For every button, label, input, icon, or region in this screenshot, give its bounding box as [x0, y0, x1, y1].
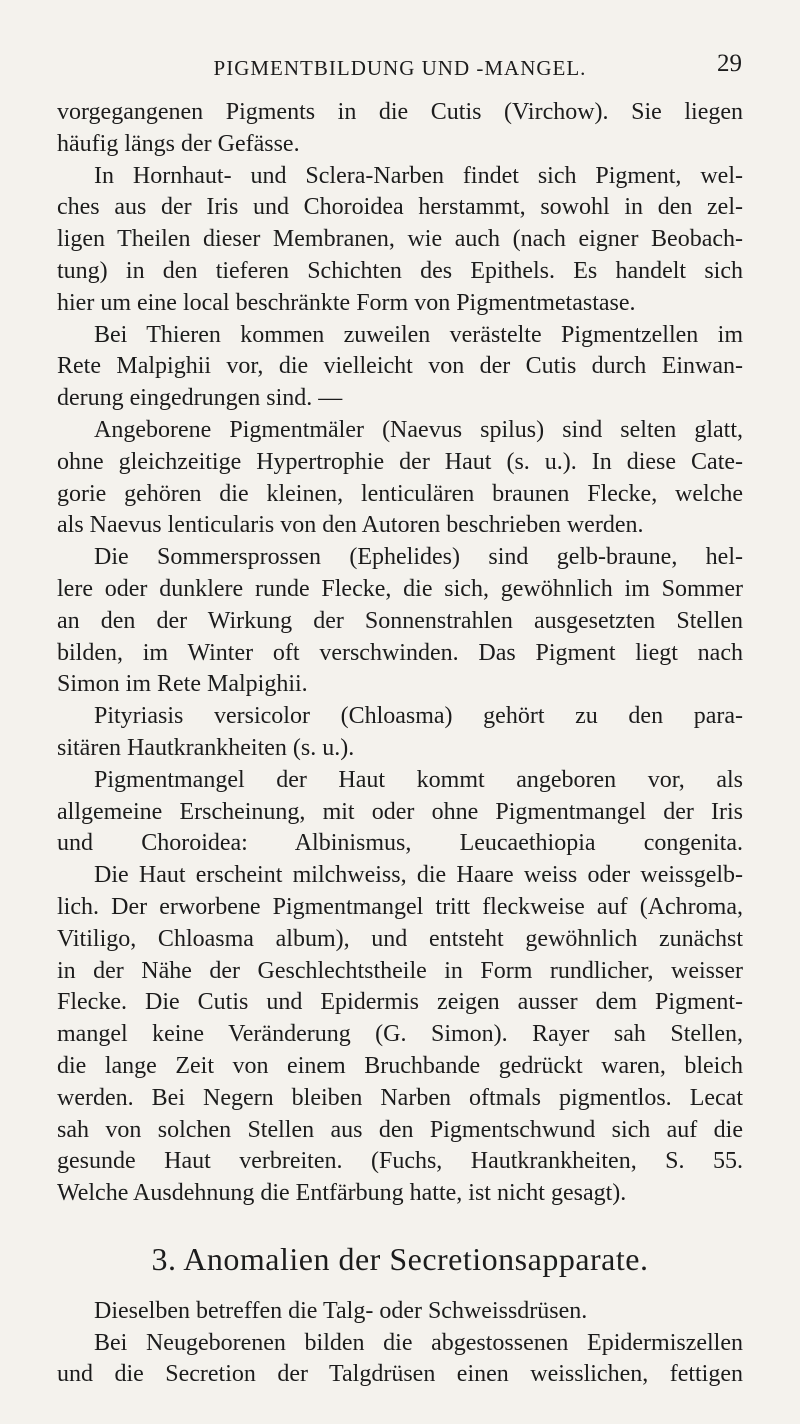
text-line: vorgegangenen Pigments in die Cutis (Virchow). Sie liegen — [57, 99, 743, 125]
text-line: lere oder dunklere runde Flecke, die sich, gewöhnlich im Sommer — [57, 575, 743, 602]
text-line: Angeborene Pigmentmäler (Naevus spilus) sind selten glatt, — [94, 416, 743, 443]
text-line: Pigmentmangel der Haut kommt angeboren vor, als — [94, 766, 743, 793]
text-line: Vitiligo, Chloasma album), und entsteht gewöhnlich zunächst — [57, 925, 743, 952]
text-line: Welche Ausdehnung die Entfärbung hatte, ist nicht gesagt). — [57, 1180, 627, 1207]
text-line: häufig längs der Gefässe. — [57, 130, 300, 157]
text-line: mangel keine Veränderung (G. Simon). Rayer sah Stellen, — [57, 1021, 743, 1048]
text-line: an den der Wirkung der Sonnenstrahlen ausgesetzten Stellen — [57, 607, 743, 634]
text-line: Pityriasis versicolor (Chloasma) gehört zu den para- — [94, 703, 743, 730]
text-line: Dieselben betreffen die Talg- oder Schweissdrüsen. — [94, 1297, 588, 1324]
text-line: Simon im Rete Malpighii. — [57, 671, 308, 698]
text-block — [57, 1296, 743, 1391]
text-line: Die Haut erscheint milchweiss, die Haare weiss oder weissgelb- — [94, 862, 743, 889]
text-line: bilden, im Winter oft verschwinden. Das Pigment liegt nach — [57, 639, 743, 666]
page-number: 29 — [717, 50, 742, 77]
text-line: Die Sommersprossen (Ephelides) sind gelb-braune, hel- — [94, 544, 743, 571]
text-line: Bei Thieren kommen zuweilen verästelte Pigmentzellen im — [94, 321, 743, 348]
text-line: Rete Malpighii vor, die vielleicht von der Cutis durch Einwan- — [57, 353, 743, 380]
text-line: und die Secretion der Talgdrüsen einen weisslichen, fettigen — [57, 1361, 743, 1388]
text-line: ohne gleichzeitige Hypertrophie der Haut (s. u.). In diese Cate- — [57, 448, 743, 475]
text-line: Flecke. Die Cutis und Epidermis zeigen ausser dem Pigment- — [57, 989, 743, 1016]
text-line: tung) in den tieferen Schichten des Epithels. Es handelt sich — [57, 257, 743, 284]
text-line: werden. Bei Negern bleiben Narben oftmals pigmentlos. Lecat — [57, 1084, 743, 1111]
body-text — [57, 97, 743, 1391]
text-line: gorie gehören die kleinen, lenticulären braunen Flecke, welche — [57, 480, 743, 507]
text-line: und Choroidea: Albinismus, Leucaethiopia congenita. — [57, 830, 743, 857]
text-line: ligen Theilen dieser Membranen, wie auch (nach eigner Beobach- — [57, 226, 743, 253]
text-line: die lange Zeit von einem Bruchbande gedrückt waren, bleich — [57, 1052, 743, 1079]
text-line: sah von solchen Stellen aus den Pigmentschwund sich auf die — [57, 1116, 743, 1143]
text-block — [57, 97, 743, 1210]
text-line: hier um eine local beschränkte Form von Pigmentmetastase. — [57, 289, 636, 316]
text-line: derung eingedrungen sind. — — [57, 385, 343, 412]
text-line: in der Nähe der Geschlechtstheile in Form rundlicher, weisser — [57, 957, 743, 984]
text-line: allgemeine Erscheinung, mit oder ohne Pigmentmangel der Iris — [57, 798, 743, 825]
text-line: Bei Neugeborenen bilden die abgestossenen Epidermiszellen — [94, 1329, 743, 1356]
text-line: als Naevus lenticularis von den Autoren beschrieben werden. — [57, 512, 644, 539]
text-line: ches aus der Iris und Choroidea herstammt, sowohl in den zel- — [57, 194, 743, 221]
section-heading: 3. Anomalien der Secretionsapparate. — [151, 1240, 649, 1277]
text-line: gesunde Haut verbreiten. (Fuchs, Hautkrankheiten, S. 55. — [57, 1148, 743, 1175]
text-line: In Hornhaut- und Sclera-Narben findet sich Pigment, wel- — [94, 162, 743, 189]
text-line: sitären Hautkrankheiten (s. u.). — [57, 734, 355, 761]
running-title: PIGMENTBILDUNG UND -MANGEL. — [213, 56, 587, 80]
text-line: lich. Der erworbene Pigmentmangel tritt fleckweise auf (Achroma, — [57, 893, 743, 920]
